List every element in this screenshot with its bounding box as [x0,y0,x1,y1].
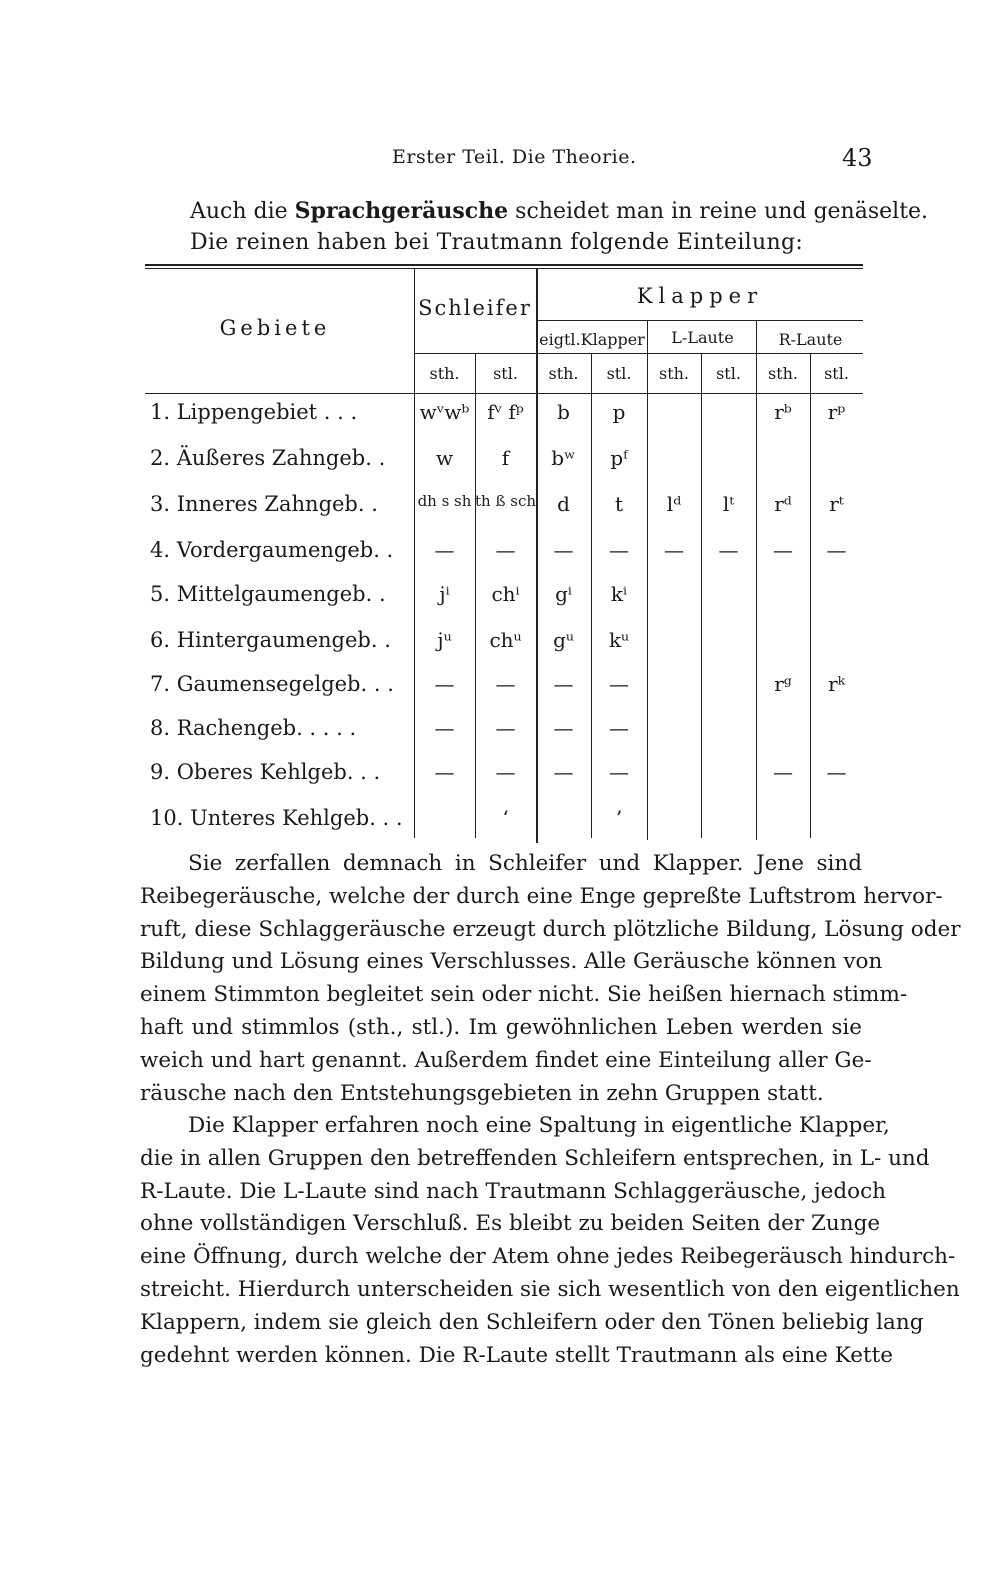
vline-3 [647,320,648,840]
header-gebiete: Gebiete [219,316,331,340]
voicing-stl-3: stl. [824,364,849,383]
text-line: R-Laute. Die L-Laute sind nach Trautmann Schlaggeräusche, jedoch [140,1178,886,1204]
text-line: eine Öffnung, durch welche der Atem ohne jedes Reibegeräusch hindurch- [140,1244,956,1270]
table-cell: jⁱ [439,582,450,606]
table-cell: p [612,400,626,424]
table-cell: rᵍ [774,672,792,696]
table-cell: wᵛwᵇ [419,400,470,424]
intro-text-end: scheidet man in reine und genäselte. [508,199,929,224]
text-line: Die Klapper erfahren noch eine Spaltung in eigentliche Klapper, [188,1113,890,1138]
voicing-sth-2: sth. [658,364,690,383]
text-line: die in allen Gruppen den betreffenden Schleifern entsprechen, in L- und [140,1145,930,1171]
table-cell: th ß sch [475,492,537,510]
table-cell: bʷ [551,446,576,470]
paragraph-1 [140,848,961,1110]
voicing-sth-1: sth. [548,364,579,383]
table-cell: — [773,538,793,562]
table-cell: — [495,672,516,696]
table-cell: gᵘ [553,628,574,652]
table-cell: rᵏ [828,672,845,696]
table-top-rule-thin [145,268,863,269]
table-cell: ’ [615,806,623,830]
table-cell: — [434,672,455,696]
table-cell: — [434,538,455,562]
text-line: ruft, diese Schlaggeräusche erzeugt durch plötzliche Bildung, Lösung oder [140,916,961,942]
intro-line-1 [190,198,929,224]
text-line: Reibegeräusche, welche der durch eine Enge gepreßte Luftstrom hervor- [140,883,943,909]
table-cell: — [826,538,847,562]
table-cell: — [609,716,629,740]
table-cell: f [501,446,510,470]
voicing-stl-2: stl. [716,364,741,383]
text-line: streicht. Hierdurch unterscheiden sie sich wesentlich von den eigentlichen [140,1276,960,1302]
table-cell: b [557,400,570,424]
row-label: 6. Hintergaumengeb. . [150,628,391,652]
table-cell: — [609,672,629,696]
table-cell: rᵇ [774,400,792,424]
table-cell: — [664,538,684,562]
table-cell: — [495,760,516,784]
table-cell: kⁱ [610,582,628,606]
table-cell: chⁱ [491,582,520,606]
row-label: 1. Lippengebiet . . . [150,400,358,424]
table-cell: rᵖ [827,400,846,424]
voicing-sth-0: sth. [429,364,460,383]
table-cell: — [434,716,455,740]
table-cell: d [557,492,570,516]
table-cell: — [826,760,847,784]
row-label: 2. Äußeres Zahngeb. . [150,446,386,470]
intro-bold-term: Sprachgeräusche [294,198,509,224]
table-cell: rᵈ [774,492,792,516]
table-cell: — [553,716,574,740]
row-label: 8. Rachengeb. . . . . [150,716,357,740]
text-line: ohne vollständigen Verschluß. Es bleibt zu beiden Seiten der Zunge [140,1211,881,1237]
table-cell: — [553,538,574,562]
table-cell: ‘ [502,806,509,830]
table-cell: — [609,538,629,562]
table-cell: lᵈ [666,492,682,516]
table-cell: — [773,760,793,784]
table-cell: rᵗ [829,492,844,516]
page-number: 43 [842,144,873,172]
voicing-stl-0: stl. [493,364,518,383]
table-cell: — [553,672,574,696]
table-cell: kᵘ [608,628,630,652]
table-cell: pᶠ [610,446,628,470]
table-cell: dh s sh [417,492,472,510]
row-label: 5. Mittelgaumengeb. . [150,582,386,606]
table-cell: lᵗ [722,492,735,516]
text-line: haft und stimmlos (sth., stl.). Im gewöhnlichen Leben werden sie [140,1014,862,1040]
table-cell: — [495,716,516,740]
subheader-rule [414,353,863,354]
table-cell: jᵘ [437,628,452,652]
text-line: Sie zerfallen demnach in Schleifer und Klapper. Jene sind [188,851,862,876]
vline-sub-3 [701,353,702,838]
row-label: 3. Inneres Zahngeb. . [150,492,378,516]
table-cell: — [609,760,629,784]
table-cell: t [614,492,624,516]
header-eigtl-klapper: eigtl.Klapper [539,330,645,349]
header-r-laute: R-Laute [778,330,843,349]
table-cell: chᵘ [489,628,522,652]
table-cell: — [553,760,574,784]
header-l-laute: L-Laute [671,328,734,347]
row-label: 9. Oberes Kehlgeb. . . [150,760,381,784]
row-label: 7. Gaumensegelgeb. . . [150,672,394,696]
text-line: räusche nach den Entstehungsgebieten in zehn Gruppen statt. [140,1080,824,1106]
table-cell: fᵛ fᵖ [487,400,524,424]
text-line: Bildung und Lösung eines Verschlusses. Alle Geräusche können von [140,949,883,975]
table-cell: — [434,760,455,784]
table-cell: — [718,538,739,562]
intro-line-2: Die reinen haben bei Trautmann folgende Einteilung: [190,230,804,255]
text-line: weich und hart genannt. Außerdem findet eine Einteilung aller Ge- [140,1047,872,1073]
paragraph-2 [140,1110,960,1372]
intro-text: Auch die [190,199,295,224]
table-top-rule [145,264,863,266]
table-cell: w [435,446,454,470]
row-label: 10. Unteres Kehlgeb. . . [150,806,403,830]
voicing-sth-3: sth. [767,364,799,383]
text-line: Klappern, indem sie gleich den Schleifern oder den Tönen beliebig lang [140,1309,924,1335]
text-line: gedehnt werden können. Die R-Laute stellt Trautmann als eine Kette [140,1342,893,1368]
voicing-stl-1: stl. [606,364,632,383]
text-line: einem Stimmton begleitet sein oder nicht. Sie heißen hiernach stimm- [140,982,908,1008]
table-cell: gⁱ [555,582,572,606]
table-cell: — [495,538,516,562]
klapper-rule [536,320,863,321]
header-klapper: Klapper [636,284,764,308]
header-schleifer: Schleifer [418,296,532,320]
running-head: Erster Teil. Die Theorie. [392,146,637,168]
row-label: 4. Vordergaumengeb. . [150,538,394,562]
